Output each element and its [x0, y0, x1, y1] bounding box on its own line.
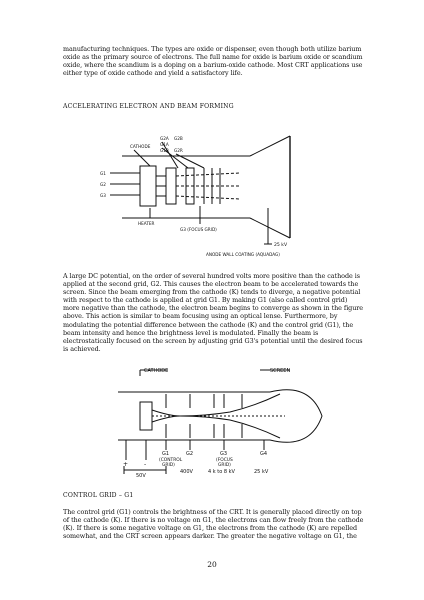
fig1-g2b-label: G2B [174, 136, 183, 141]
fig2-cathode-label: CATHODE [144, 368, 169, 374]
fig1-voltage-label: 25 kV [274, 243, 288, 248]
fig1-heater-label: HEATER [138, 221, 155, 226]
paragraph-control-grid: The control grid (G1) controls the brightness of the CRT. It is generally placed directly on top of the cathode (K). If there is no voltage on G1, the electrons can flow freely from the cathode (K). If there is some negative voltage on G1, the electrons from the cathode (K) are repelled somewhat, and the CRT screen appears darker. The greater the negative voltage on G1, the [63, 508, 364, 541]
fig2-50v-label: 50V [136, 473, 146, 478]
fig1-focus-grid-label: G3 (FOCUS GRID) [180, 227, 217, 232]
fig2-g3-sub-label: (FOCUS [216, 458, 233, 463]
fig2-25kv-label: 25 kV [254, 469, 269, 475]
fig2-g1-label: G1 [162, 451, 170, 457]
paragraph-beam-acceleration: A large DC potential, on the order of several hundred volts more positive than the cathode is applied at the second grid, G2. This causes the electron beam to be accelerated towards the screen. Since the beam emerging from the cathode (K) tends to diverge, a negative potential with respect to the cathode is applied at grid G1. By making G1 (also called control grid) more negative than the cathode, the electron beam begins to converge as shown in the figure above. This action is similar to beam focusing using an optical lense. Furthermore, by modulating the potential difference between the cathode (K) and the control grid (G1), the beam intensity and hence the brightness level is modulated. Finally the beam is electrostatically focused on the screen by adjusting grid G3's potential until the desired focus is achieved. [63, 272, 364, 353]
fig1-cathode-label: CATHODE [130, 144, 151, 149]
fig1-g3-label: G3 [100, 193, 106, 198]
fig1-g2-label: G2 [100, 182, 106, 187]
fig2-plus-label: + [123, 461, 129, 468]
fig1-g2r-label: G2R [174, 148, 183, 153]
section-heading-control-grid: CONTROL GRID – G1 [63, 492, 134, 499]
fig2-g3-label: G3 [220, 451, 228, 457]
fig2-screen-label: SCREEN [270, 368, 291, 374]
crt-gun-diagram [100, 128, 340, 260]
fig1-g2a-label: G2A [160, 136, 169, 141]
fig2-g1-sub-label: (CONTROL [159, 458, 183, 463]
fig2-400v-label: 400V [180, 469, 193, 475]
section-heading-beam-forming: ACCELERATING ELECTRON AND BEAM FORMING [63, 103, 234, 110]
fig2-g3-sub2-label: GRID) [218, 463, 231, 468]
fig2-minus-label: - [144, 461, 147, 468]
page-number: 20 [207, 560, 217, 569]
fig2-4to8kv-label: 4 k to 8 kV [208, 469, 235, 475]
fig1-anode-label: ANODE WALL COATING (AQUADAG) [206, 252, 280, 257]
fig1-g1b-label: G1B [160, 148, 169, 153]
fig1-g1-label: G1 [100, 171, 106, 176]
fig2-g4-label: G4 [260, 451, 268, 457]
intro-paragraph: manufacturing techniques. The types are oxide or dispenser, even though both utilize barium oxide as the primary source of electrons. The full name for oxide is barium oxide or scandium oxide, where the scandium is a doping on a barium-oxide cathode. Most CRT applications use either type of oxide cathode and yield a satisfactory life. [63, 45, 363, 78]
fig2-g2-label: G2 [186, 451, 194, 457]
beam-focusing-diagram [110, 362, 348, 478]
fig2-g1-sub2-label: GRID) [162, 463, 175, 468]
fig1-g1a-label: G1A [160, 142, 169, 147]
